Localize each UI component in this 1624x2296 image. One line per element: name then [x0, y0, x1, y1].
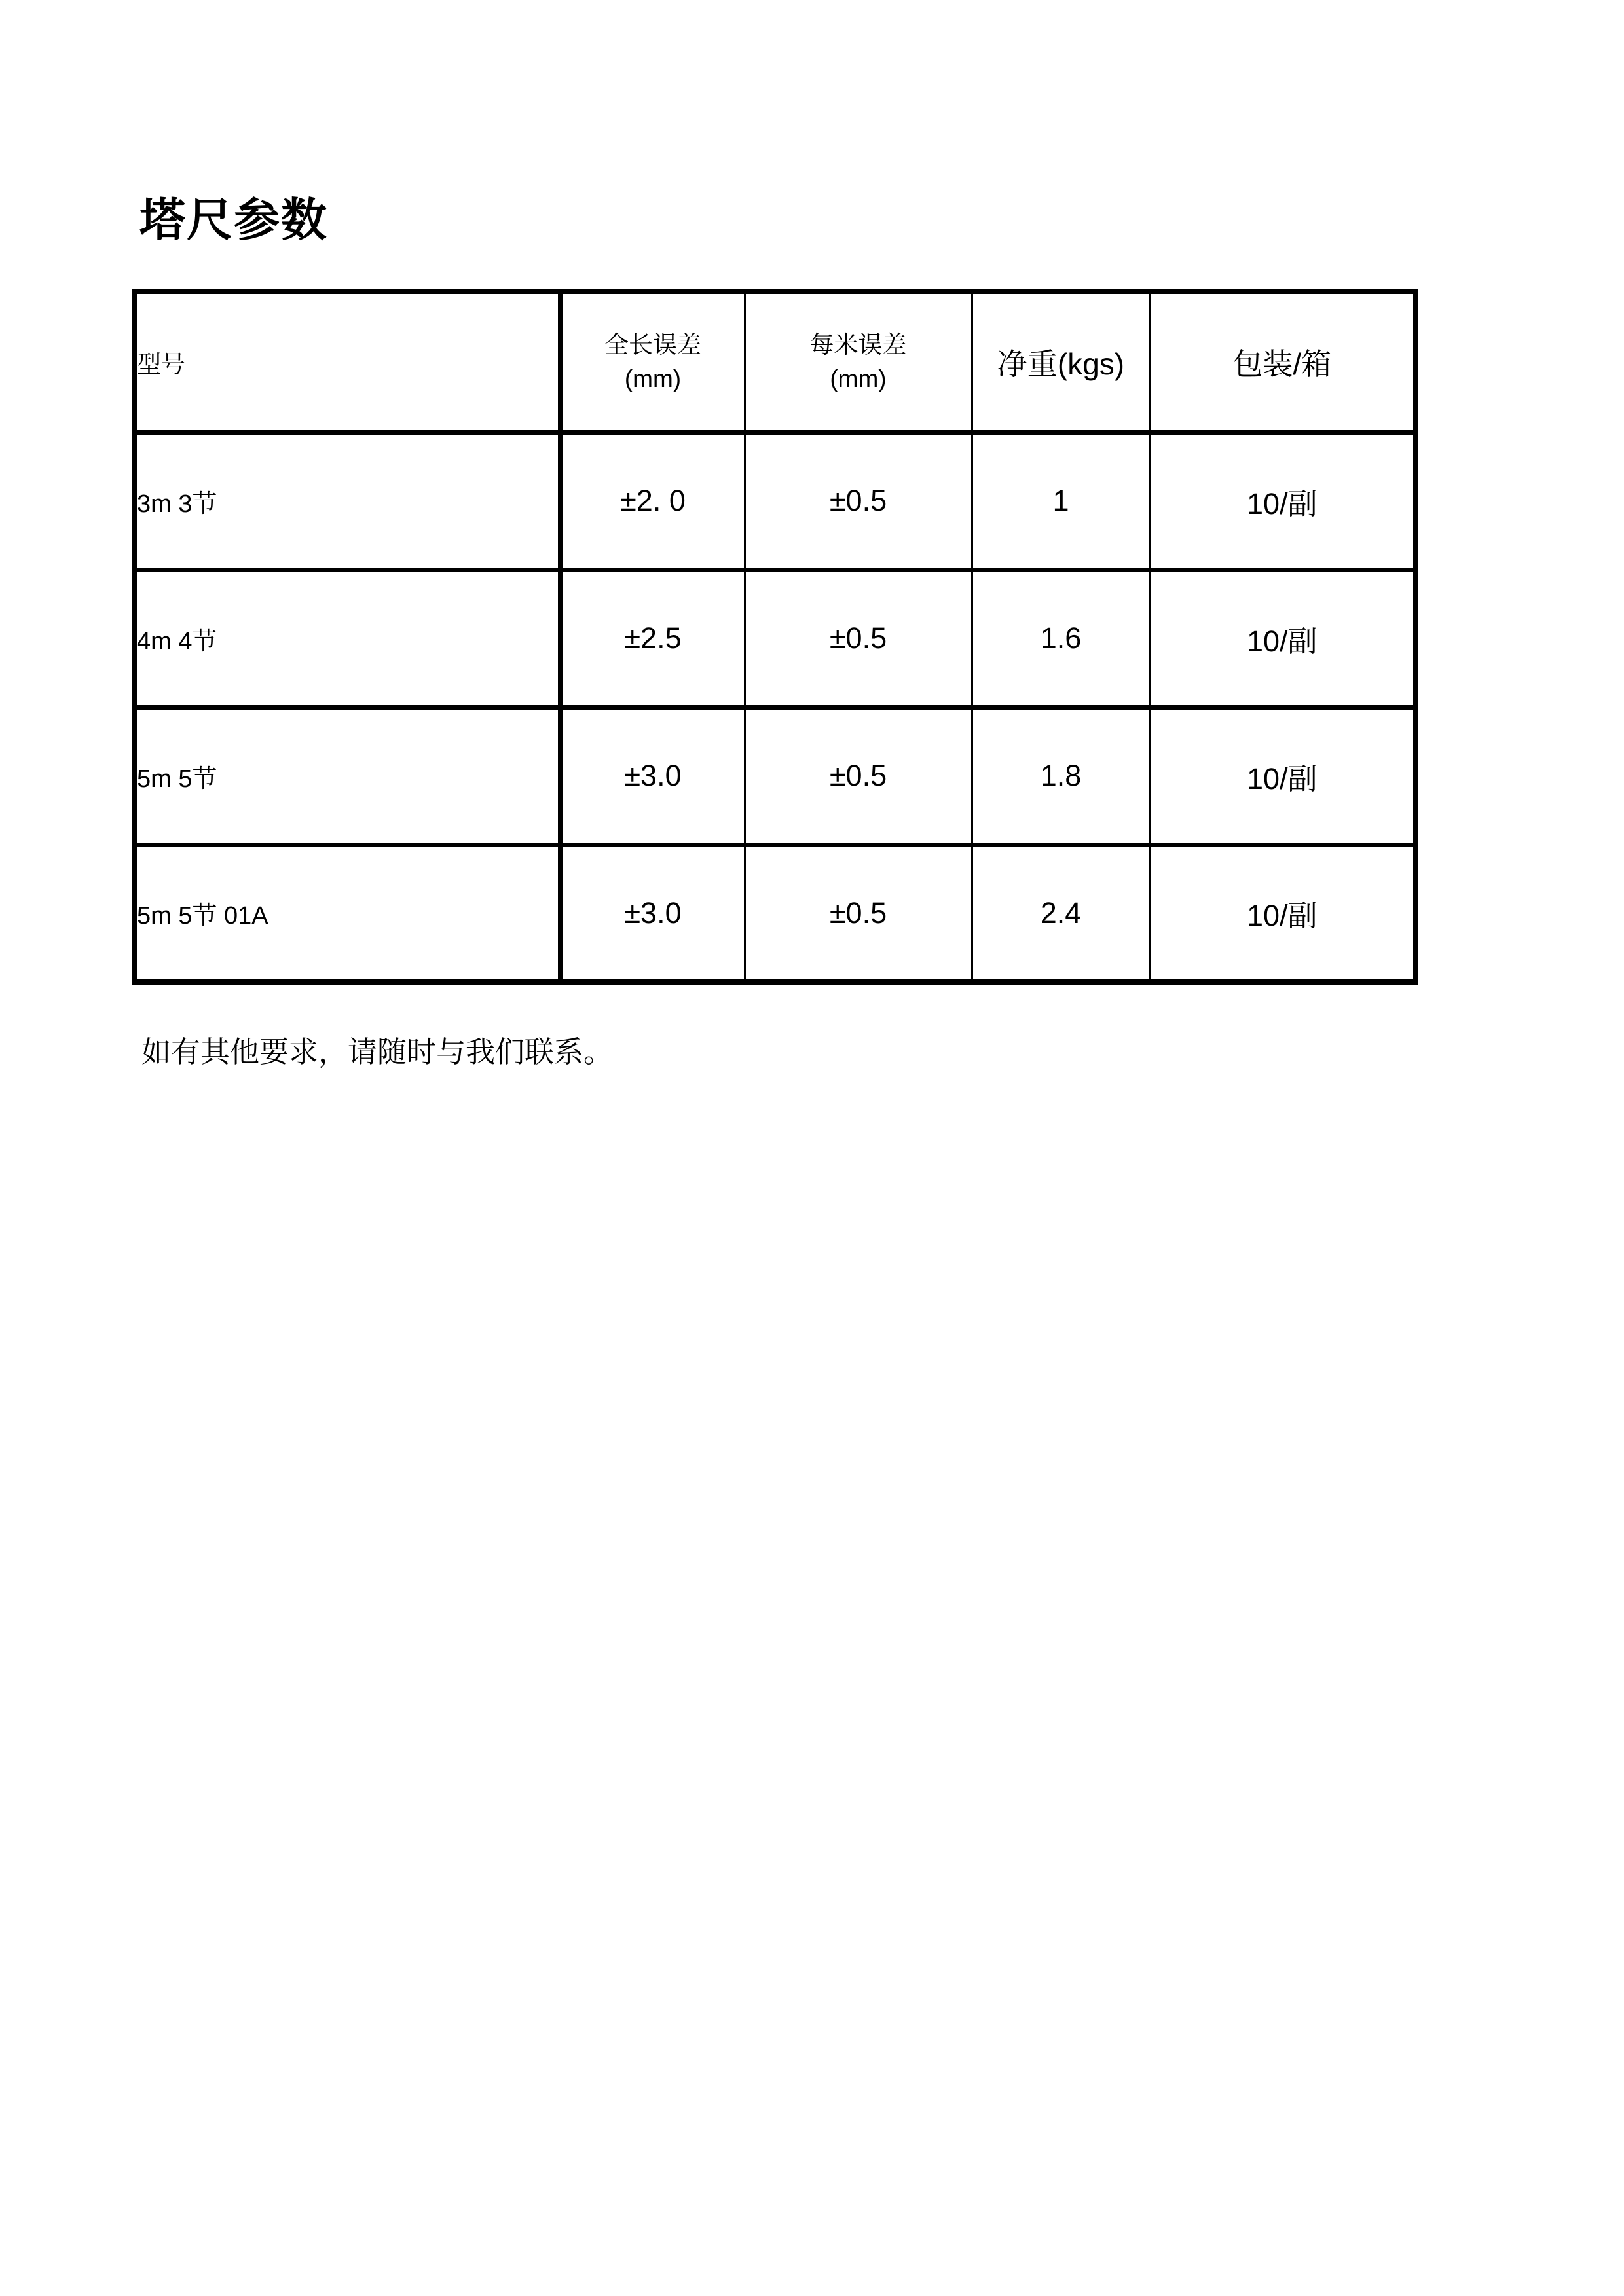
table-row	[134, 570, 1416, 707]
column-header-per-meter-error-unit: (mm)	[830, 365, 887, 392]
cell-per-meter-error: ±0.5	[745, 845, 972, 982]
cell-model: 5m 5节 01A	[134, 845, 560, 982]
column-header-packing-label: 包装/箱	[1232, 346, 1332, 381]
cell-total-length-error: ±3.0	[560, 707, 745, 845]
cell-net-weight: 1.6	[972, 570, 1150, 707]
cell-packing: 10/副	[1150, 570, 1416, 707]
cell-net-weight: 2.4	[972, 845, 1150, 982]
cell-net-weight: 1	[972, 432, 1150, 570]
parameters-table	[132, 289, 1418, 985]
cell-total-length-error: ±2.5	[560, 570, 745, 707]
cell-per-meter-error: ±0.5	[745, 570, 972, 707]
column-header-net-weight	[972, 291, 1150, 432]
column-header-model	[134, 291, 560, 432]
cell-model: 5m 5节	[134, 707, 560, 845]
header-row	[134, 291, 1416, 432]
column-header-packing	[1150, 291, 1416, 432]
cell-packing: 10/副	[1150, 432, 1416, 570]
column-header-total-length-error-unit: (mm)	[624, 365, 682, 392]
column-header-total-length-error	[560, 291, 745, 432]
cell-total-length-error: ±2. 0	[560, 432, 745, 570]
column-header-per-meter-error-label: 每米误差	[809, 331, 907, 358]
page-title: 塔尺参数	[139, 196, 328, 246]
table-row	[134, 707, 1416, 845]
table-row	[134, 845, 1416, 982]
column-header-net-weight-label: 净重(kgs)	[997, 346, 1125, 381]
cell-model: 4m 4节	[134, 570, 560, 707]
cell-per-meter-error: ±0.5	[745, 432, 972, 570]
cell-model: 3m 3节	[134, 432, 560, 570]
table-row	[134, 432, 1416, 570]
cell-total-length-error: ±3.0	[560, 845, 745, 982]
contact-note: 如有其他要求，请随时与我们联系。	[141, 1035, 614, 1068]
column-header-per-meter-error	[745, 291, 972, 432]
cell-packing: 10/副	[1150, 707, 1416, 845]
cell-packing: 10/副	[1150, 845, 1416, 982]
cell-net-weight: 1.8	[972, 707, 1150, 845]
cell-per-meter-error: ±0.5	[745, 707, 972, 845]
column-header-model-label: 型号	[137, 350, 185, 378]
column-header-total-length-error-label: 全长误差	[604, 331, 701, 358]
